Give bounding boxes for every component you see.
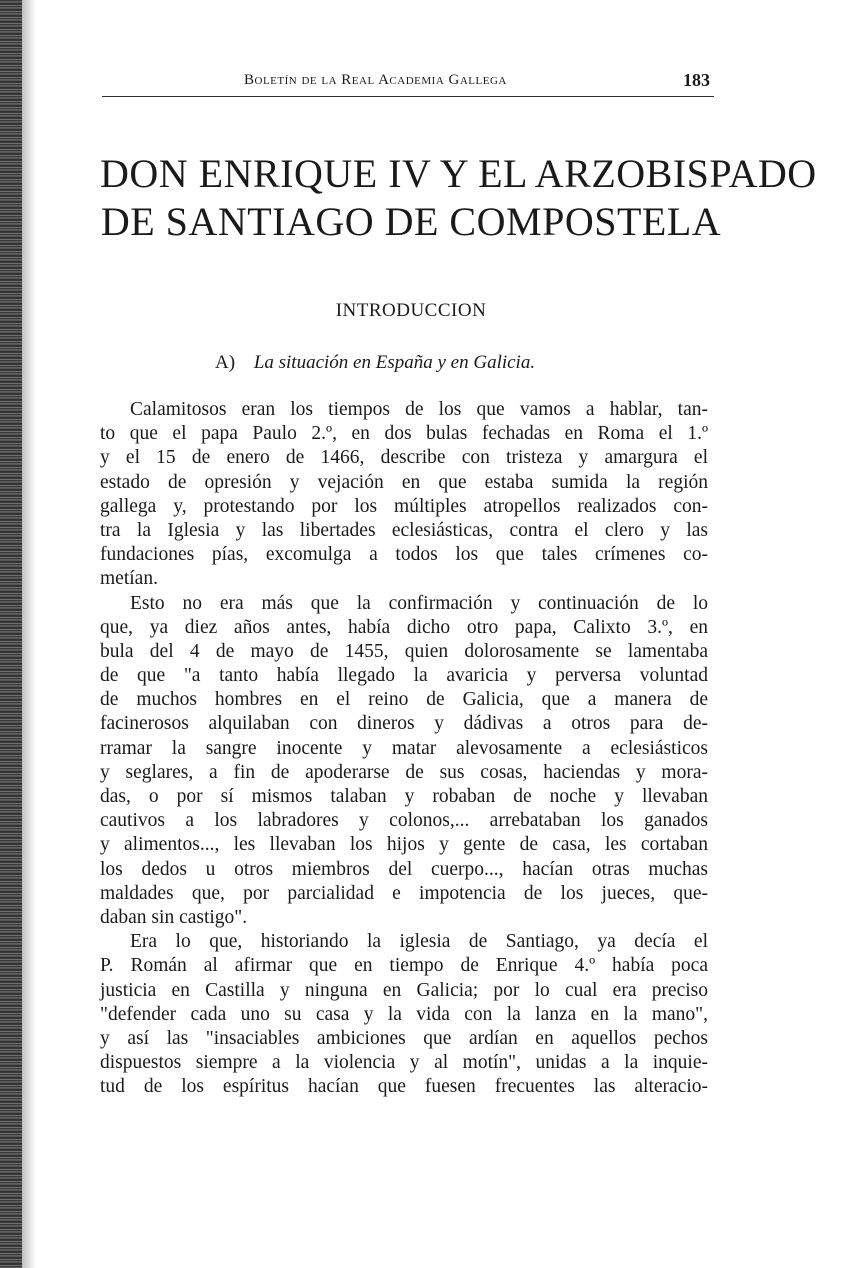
body-text [100,398,708,1099]
text-line: Esto no era más que la confirmación y continuación de lo [130,592,708,614]
page-number: 183 [683,70,710,90]
text-line: cautivos a los labradores y colonos,... arrebataban los ganados [100,810,708,832]
text-line: daban sin castigo". [100,906,248,928]
text-line: justicia en Castilla y ninguna en Galicia; por lo cual era preciso [100,979,708,1001]
book-binding-edge [0,0,22,1268]
subsection-label: A) [215,352,236,373]
text-line: metían. [100,568,158,590]
text-line: to que el papa Paulo 2.º, en dos bulas fechadas en Roma el 1.º [100,423,708,445]
binding-shadow [22,0,36,1268]
text-line: P. Román al afirmar que en tiempo de Enrique 4.º había poca [100,955,708,977]
subsection-heading [215,352,535,374]
text-line: y el 15 de enero de 1466, describe con tristeza y amargura el [100,447,708,469]
text-line: bula del 4 de mayo de 1455, quien dolorosamente se lamentaba [100,640,708,662]
text-line: dispuestos siempre a la violencia y al motín", unidas a la inquie- [100,1052,708,1074]
article-title [100,150,817,246]
text-line: Calamitosos eran los tiempos de los que vamos a hablar, tan- [130,399,708,420]
text-line: Era lo que, historiando la iglesia de Santiago, ya decía el [130,931,708,953]
text-line: los dedos u otros miembros del cuerpo..., hacían otras muchas [100,858,708,880]
section-heading: INTRODUCCION [335,300,487,321]
text-line: gallega y, protestando por los múltiples atropellos realizados con- [100,495,708,517]
text-line: y así las "insaciables ambiciones que ardían en aquellos pechos [100,1027,708,1049]
text-line: rramar la sangre inocente y matar alevosamente a eclesiásticos [100,737,708,759]
running-title: Boletín de la Real Academia Gallega [244,72,507,88]
text-line: estado de opresión y vejación en que estaba sumida la región [100,471,708,493]
text-line: de que "a tanto había llegado la avaricia y perversa voluntad [100,665,708,687]
page-header [102,66,714,97]
subsection-title: La situación en España y en Galicia. [253,352,536,373]
text-line: y seglares, a fin de apoderarse de sus cosas, haciendas y mora- [100,761,708,783]
title-line-2: DE SANTIAGO DE COMPOSTELA [100,199,722,244]
text-line: maldades que, por parcialidad e impotencia de los jueces, que- [100,882,708,904]
text-line: y alimentos..., les llevaban los hijos y gente de casa, les cortaban [100,834,708,856]
text-line: das, o por sí mismos talaban y robaban de noche y llevaban [100,786,708,807]
text-line: tud de los espíritus hacían que fuesen frecuentes las alteracio- [100,1076,708,1098]
text-line: fundaciones pías, excomulga a todos los que tales crímenes co- [100,544,708,566]
text-line: que, ya diez años antes, había dicho otro papa, Calixto 3.º, en [100,616,708,638]
title-line-1: DON ENRIQUE IV Y EL ARZOBISPADO [100,151,817,196]
text-line: "defender cada uno su casa y la vida con la lanza en la mano", [100,1003,708,1025]
text-line: de muchos hombres en el reino de Galicia, que a manera de [100,689,708,711]
text-line: facinerosos alquilaban con dineros y dádivas a otros para de- [100,713,708,735]
text-line: tra la Iglesia y las libertades eclesiásticas, contra el clero y las [100,519,708,541]
